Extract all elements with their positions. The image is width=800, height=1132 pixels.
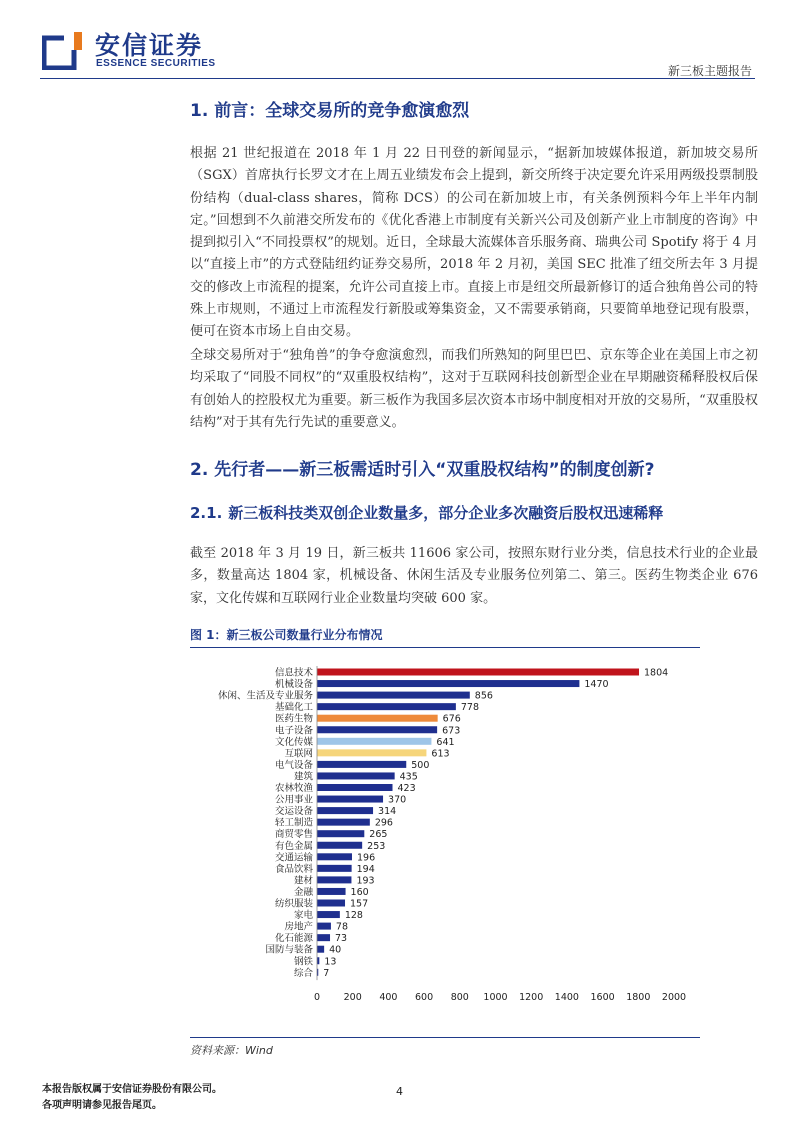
value-label: 500 (411, 759, 430, 771)
bar-24 (317, 934, 330, 941)
bar-23 (317, 923, 331, 930)
value-label: 193 (356, 875, 375, 887)
value-label: 613 (431, 748, 450, 760)
figure-title: 图 1：新三板公司数量行业分布情况 (190, 628, 383, 642)
value-label: 673 (442, 725, 461, 737)
value-label: 1470 (584, 679, 609, 691)
value-label: 676 (442, 713, 461, 725)
footer-copyright: 本报告版权属于安信证券股份有限公司。 (42, 1084, 222, 1095)
page-header (0, 0, 800, 80)
value-label: 778 (460, 702, 480, 714)
category-label: 家电 (293, 910, 313, 922)
value-label: 296 (374, 817, 393, 829)
category-label: 电气设备 (274, 759, 313, 771)
category-label: 建筑 (293, 771, 313, 783)
category-label: 钢铁 (293, 956, 313, 968)
category-label: 有色金属 (274, 840, 313, 852)
header-divider (40, 78, 755, 79)
figure-source: 资料来源：Wind (190, 1044, 273, 1057)
category-label: 休闲、生活及专业服务 (217, 690, 313, 702)
bar-15 (317, 830, 364, 837)
x-tick-label: 600 (415, 992, 434, 1000)
category-label: 食品饮料 (274, 863, 313, 875)
value-labels (323, 668, 668, 979)
bar-25 (317, 946, 324, 953)
footer-disclaimer: 各项声明请参见报告尾页。 (42, 1100, 162, 1111)
category-label: 化石能源 (274, 933, 313, 945)
figure-bottom-rule (190, 1037, 700, 1038)
bar-20 (317, 888, 346, 895)
bar-11 (317, 784, 393, 791)
value-label: 40 (329, 944, 342, 956)
value-label: 314 (378, 806, 397, 818)
bar-13 (317, 807, 373, 814)
value-label: 73 (335, 933, 348, 945)
value-label: 196 (356, 852, 376, 864)
category-label: 信息技术 (274, 667, 313, 679)
value-label: 253 (367, 840, 386, 852)
company-logo-icon (42, 30, 84, 70)
bar-2 (317, 680, 579, 687)
bar-10 (317, 772, 395, 779)
x-tick-label: 1000 (483, 992, 508, 1000)
report-type-label: 新三板主题报告 (667, 64, 752, 78)
bar-21 (317, 900, 345, 907)
category-label: 金融 (293, 886, 313, 898)
category-label: 房地产 (284, 921, 313, 933)
x-tick-label: 400 (379, 992, 398, 1000)
page-number: 4 (396, 1085, 403, 1098)
category-label: 文化传媒 (274, 736, 313, 748)
x-tick-label: 2000 (661, 992, 687, 1000)
bar-17 (317, 853, 352, 860)
bar-12 (317, 796, 383, 803)
bar-16 (317, 842, 362, 849)
category-label: 轻工制造 (274, 817, 313, 829)
bar-14 (317, 819, 370, 826)
x-tick-label: 1200 (519, 992, 544, 1000)
section-1-title: 前言：全球交易所的竞争愈演愈烈 (214, 101, 470, 121)
category-label: 公用事业 (274, 794, 313, 806)
bar-18 (317, 865, 352, 872)
value-label: 160 (350, 886, 369, 898)
value-label: 13 (324, 956, 337, 968)
brand-name-en: ESSENCE SECURITIES (96, 58, 216, 69)
section-2-title: 先行者——新三板需适时引入“双重股权结构”的制度创新? (214, 460, 655, 480)
value-label: 641 (436, 736, 455, 748)
bar-6 (317, 726, 437, 733)
value-label: 435 (399, 771, 418, 783)
x-tick-label: 200 (343, 992, 362, 1000)
x-tick-label: 1400 (554, 992, 579, 1000)
value-label: 370 (388, 794, 407, 806)
subsection-2-1-number: 2.1. (190, 504, 223, 522)
category-label: 纺织服装 (274, 898, 313, 910)
category-label: 交通运输 (274, 852, 313, 864)
section-2-number: 2. (190, 460, 209, 480)
bar-7 (317, 738, 431, 745)
section-1-paragraph-1: 根据 21 世纪报道在 2018 年 1 月 22 日刊登的新闻显示，“据新加坡媒体报道，新加坡交易所（SGX）首席执行长罗文才在上周五业绩发布会上提到，新交所终于决定要允许采用两级投票制股份结构（dual-class shares，简称 DCS）的公司在新加坡上市，有关条例预料今年上半年内制定。”回想到不久前港交所发布的《优化香港上市制度有关新兴公司及创新产业上市制度的咨询》中提到拟引入“不同投票权”的规划。近日，全球最大流媒体音乐服务商、瑞典公司 Spotify 将于 4 月以“直接上市”的方式登陆纽约证券交易所，2018 年 2 月初，美国 SEC 批准了纽交所去年 3 月提交的修改上市流程的提案，允许公司直接上市。直接上市是纽交所最新修订的适合独角兽公司的特殊上市规则，不通过上市流程发行新股或筹集资金，又不需要承销商，只要简单地登记现有股票，便可在资本市场上自由交易。 (190, 146, 758, 340)
bar-1 (317, 669, 639, 676)
value-label: 423 (397, 783, 416, 794)
category-label: 商贸零售 (274, 829, 313, 841)
bar-5 (317, 715, 438, 722)
bar-19 (317, 876, 351, 883)
section-2-heading (190, 455, 655, 480)
category-label: 交运设备 (274, 806, 313, 818)
x-tick-label: 1600 (590, 992, 615, 1000)
x-tick-label: 1800 (626, 992, 651, 1000)
x-tick-label: 800 (450, 992, 469, 1000)
category-label: 电子设备 (274, 725, 313, 737)
bar-3 (317, 692, 470, 699)
brand-name-cn: 安信证券 (95, 31, 204, 60)
category-label: 基础化工 (274, 702, 313, 714)
category-label: 综合 (293, 967, 313, 979)
bar-22 (317, 911, 340, 918)
value-label: 7 (323, 967, 330, 979)
value-label: 157 (350, 898, 369, 910)
bar-9 (317, 761, 406, 768)
section-1-heading (190, 96, 469, 121)
category-label: 机械设备 (274, 679, 313, 691)
category-label: 国防与装备 (265, 944, 313, 956)
value-label: 78 (335, 921, 349, 933)
subsection-2-1-title: 新三板科技类双创企业数量多，部分企业多次融资后股权迅速稀释 (228, 504, 664, 522)
bar-4 (317, 703, 456, 710)
value-label: 1804 (644, 667, 669, 679)
figure-top-rule (190, 647, 700, 648)
category-label: 建材 (293, 875, 313, 887)
category-label: 互联网 (284, 748, 313, 760)
industry-bar-chart (190, 660, 710, 1000)
value-label: 265 (369, 829, 388, 841)
subsection-2-1-heading (190, 502, 663, 523)
value-label: 194 (356, 863, 375, 875)
category-label: 医药生物 (274, 713, 313, 725)
section-2-paragraph: 截至 2018 年 3 月 19 日，新三板共 11606 家公司，按照东财行业分类，信息技术行业的企业最多，数量高达 1804 家，机械设备、休闲生活及专业服务位列第二、第三。医药生物类企业 676 家，文化传媒和互联网行业企业数量均突破 600 家。 (190, 546, 758, 606)
category-label: 农林牧渔 (274, 783, 313, 794)
x-tick-label: 0 (313, 992, 321, 1000)
category-labels (218, 667, 314, 979)
value-label: 856 (474, 690, 493, 702)
section-1-number: 1. (190, 101, 209, 121)
value-label: 128 (344, 910, 363, 922)
bar-series (317, 669, 639, 976)
bar-8 (317, 749, 426, 756)
section-1-paragraph-2: 全球交易所对于“独角兽”的争夺愈演愈烈，而我们所熟知的阿里巴巴、京东等企业在美国上市之初均采取了“同股不同权”的“双重股权结构”，这对于互联网科技创新型企业在早期融资稀释股权后保有创始人的控股权尤为重要。新三板作为我国多层次资本市场中制度相对开放的交易所，“双重股权结构”对于其有先行先试的重要意义。 (190, 348, 758, 430)
